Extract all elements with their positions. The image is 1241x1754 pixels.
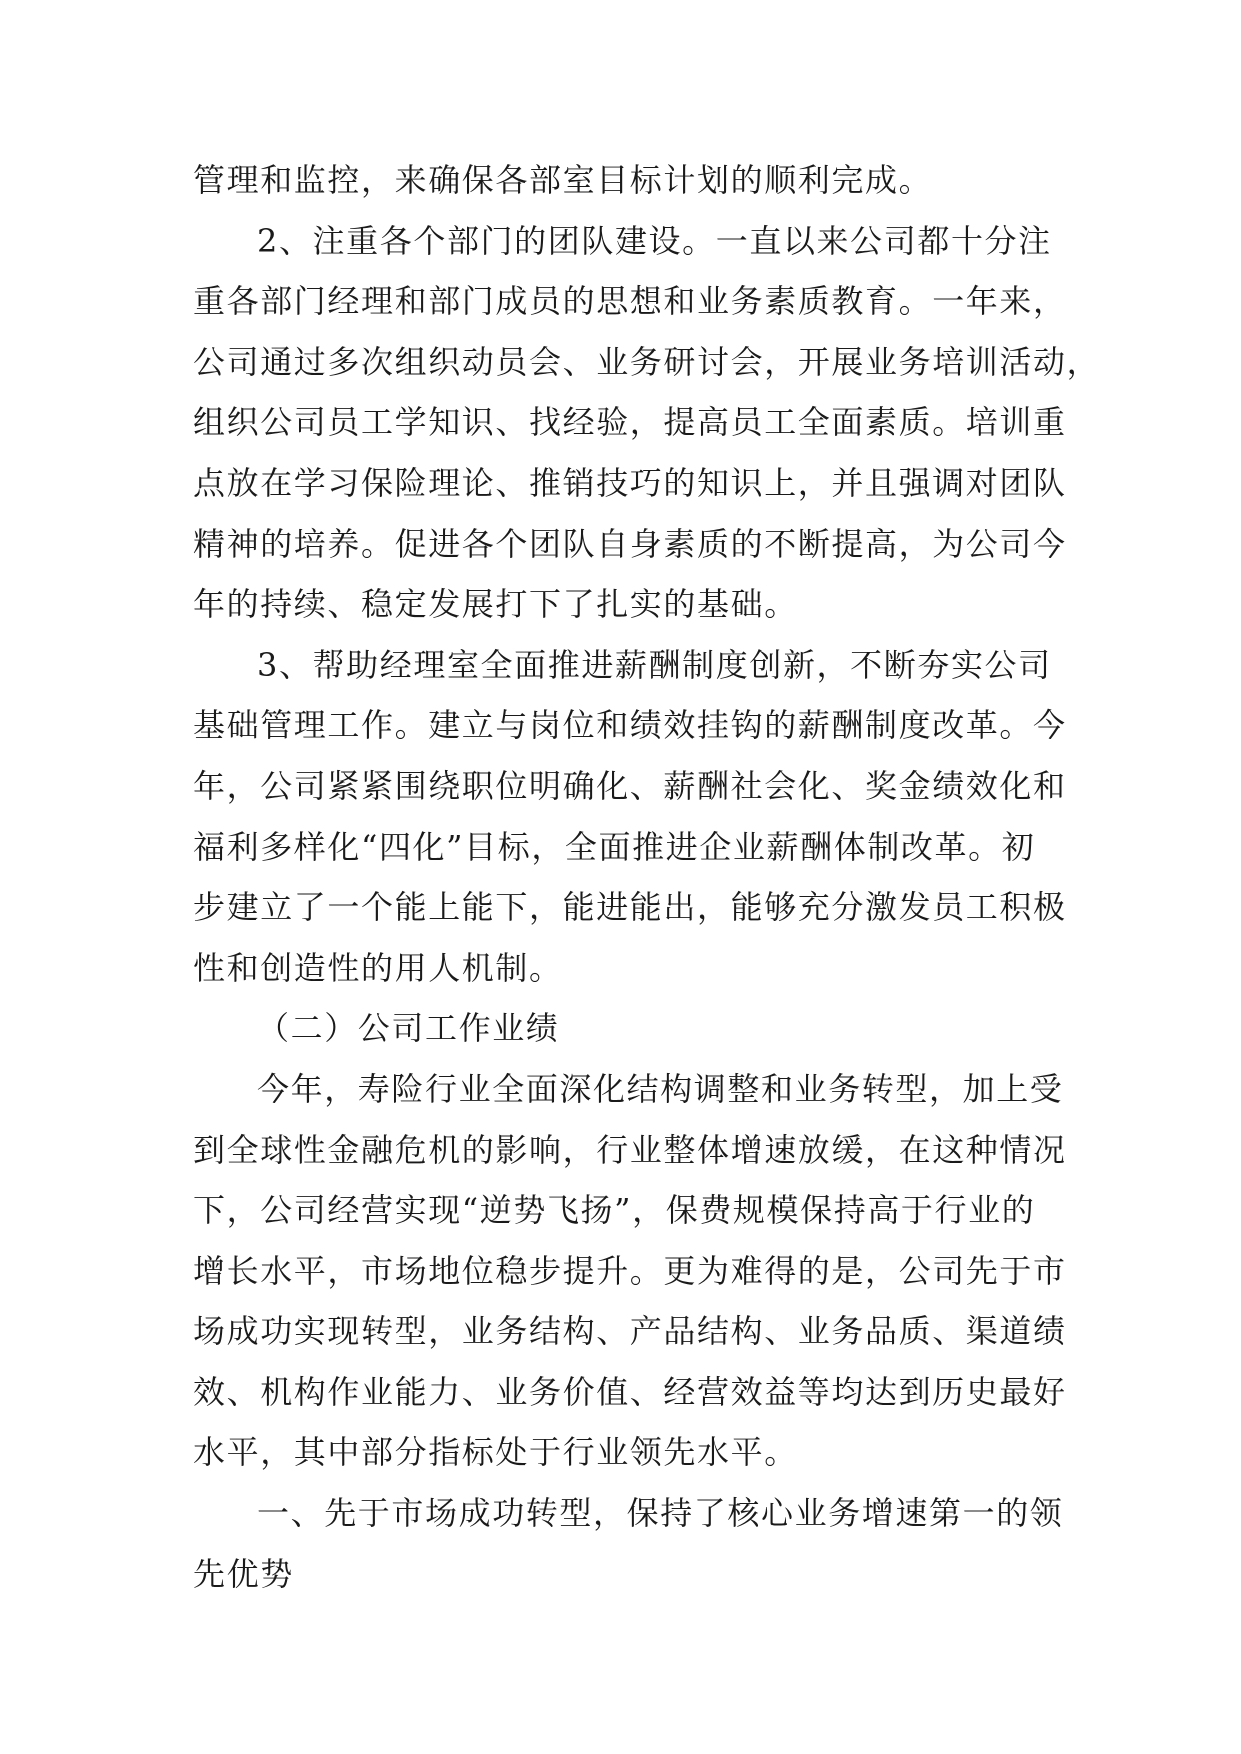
paragraph-line: 年，公司紧紧围绕职位明确化、薪酬社会化、奖金绩效化和	[193, 766, 1067, 805]
paragraph-line: 性和创造性的用人机制。	[193, 948, 563, 987]
paragraph-line: 步建立了一个能上能下，能进能出，能够充分激发员工积极	[193, 888, 1067, 927]
paragraph-line: 管理和监控，来确保各部室目标计划的顺利完成。	[193, 161, 933, 199]
paragraph-line: 场成功实现转型，业务结构、产品结构、业务品质、渠道绩	[193, 1312, 1067, 1351]
paragraph-line: 年的持续、稳定发展打下了扎实的基础。	[193, 585, 798, 624]
paragraph-line: 一、先于市场成功转型，保持了核心业务增速第一的领	[257, 1494, 1064, 1533]
paragraph-line: 增长水平，市场地位稳步提升。更为难得的是，公司先于市	[193, 1251, 1067, 1290]
paragraph-line: 组织公司员工学知识、找经验，提高员工全面素质。培训重	[193, 403, 1067, 442]
paragraph-line: 重各部门经理和部门成员的思想和业务素质教育。一年来，	[193, 282, 1067, 321]
paragraph-line: 公司通过多次组织动员会、业务研讨会，开展业务培训活动，	[193, 342, 1101, 381]
paragraph-line: 下，公司经营实现“逆势飞扬”，保费规模保持高于行业的	[193, 1191, 1036, 1230]
paragraph-line: 今年，寿险行业全面深化结构调整和业务转型，加上受	[257, 1069, 1064, 1108]
paragraph-line: 福利多样化“四化”目标，全面推进企业薪酬体制改革。初	[193, 827, 1036, 866]
paragraph-line: 2、注重各个部门的团队建设。一直以来公司都十分注	[257, 221, 1052, 260]
paragraph-line: 效、机构作业能力、业务价值、经营效益等均达到历史最好	[193, 1372, 1067, 1411]
paragraph-line: 3、帮助经理室全面推进薪酬制度创新，不断夯实公司	[257, 645, 1052, 684]
paragraph-line: 点放在学习保险理论、推销技巧的知识上，并且强调对团队	[193, 463, 1067, 502]
paragraph-line: 水平，其中部分指标处于行业领先水平。	[193, 1433, 798, 1472]
paragraph-line: 基础管理工作。建立与岗位和绩效挂钩的薪酬制度改革。今	[193, 706, 1067, 745]
paragraph-line: 先优势	[193, 1554, 294, 1593]
paragraph-line: 到全球性金融危机的影响，行业整体增速放缓，在这种情况	[193, 1130, 1067, 1169]
document-body	[193, 150, 1101, 1604]
paragraph-line: 精神的培养。促进各个团队自身素质的不断提高，为公司今	[193, 524, 1067, 563]
section-heading: （二）公司工作业绩	[257, 1009, 560, 1048]
